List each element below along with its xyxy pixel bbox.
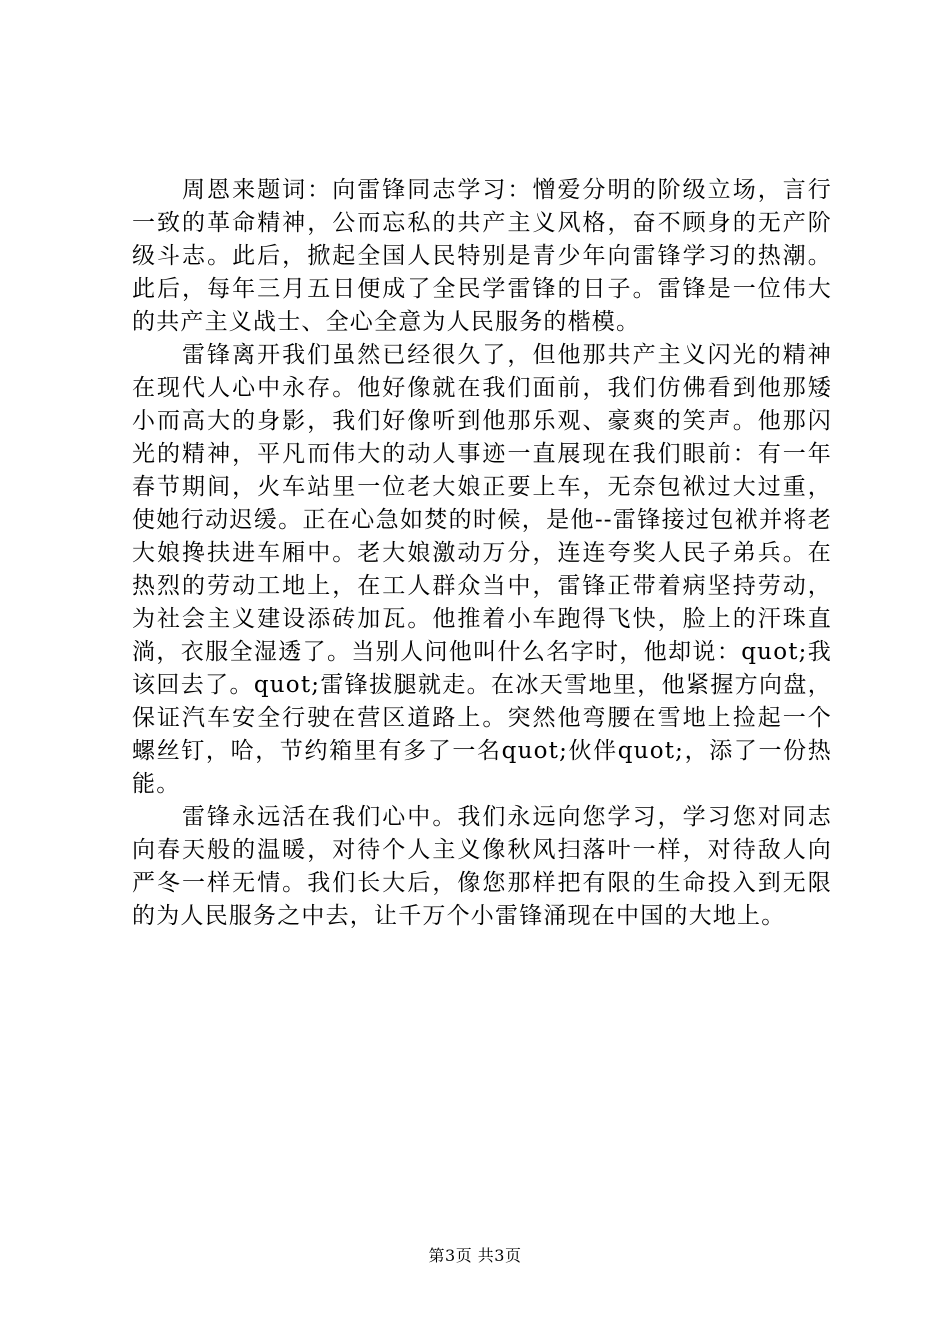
paragraph-3: 雷锋永远活在我们心中。我们永远向您学习，学习您对同志向春天般的温暖，对待个人主义像秋风扫落叶一样，对待敌人向严冬一样无情。我们长大后，像您那样把有限的生命投入到无限的为人民服务之中去，让千万个小雷锋涌现在中国的大地上。	[132, 804, 832, 929]
paragraph-1: 周恩来题词：向雷锋同志学习：憎爱分明的阶级立场，言行一致的革命精神，公而忘私的共产主义风格，奋不顾身的无产阶级斗志。此后，掀起全国人民特别是青少年向雷锋学习的热潮。此后，每年三月五日便成了全民学雷锋的日子。雷锋是一位伟大的共产主义战士、全心全意为人民服务的楷模。	[132, 177, 832, 335]
document-body	[132, 174, 832, 933]
paragraph-2: 雷锋离开我们虽然已经很久了，但他那共产主义闪光的精神在现代人心中永存。他好像就在我们面前，我们仿佛看到他那矮小而高大的身影，我们好像听到他那乐观、豪爽的笑声。他那闪光的精神，平凡而伟大的动人事迹一直展现在我们眼前：有一年春节期间，火车站里一位老大娘正要上车，无奈包袱过大过重，使她行动迟缓。正在心急如焚的时候，是他--雷锋接过包袱并将老大娘搀扶进车厢中。老大娘激动万分，连连夸奖人民子弟兵。在热烈的劳动工地上，在工人群众当中，雷锋正带着病坚持劳动，为社会主义建设添砖加瓦。他推着小车跑得飞快，脸上的汗珠直淌，衣服全湿透了。当别人问他叫什么名字时，他却说：quot;我该回去了。quot;雷锋拔腿就走。在冰天雪地里，他紧握方向盘，保证汽车安全行驶在营区道路上。突然他弯腰在雪地上捡起一个螺丝钉，哈，节约箱里有多了一名quot;伙伴quot;，添了一份热能。	[132, 342, 832, 797]
page-footer-number: 第3页 共3页	[428, 1246, 522, 1265]
